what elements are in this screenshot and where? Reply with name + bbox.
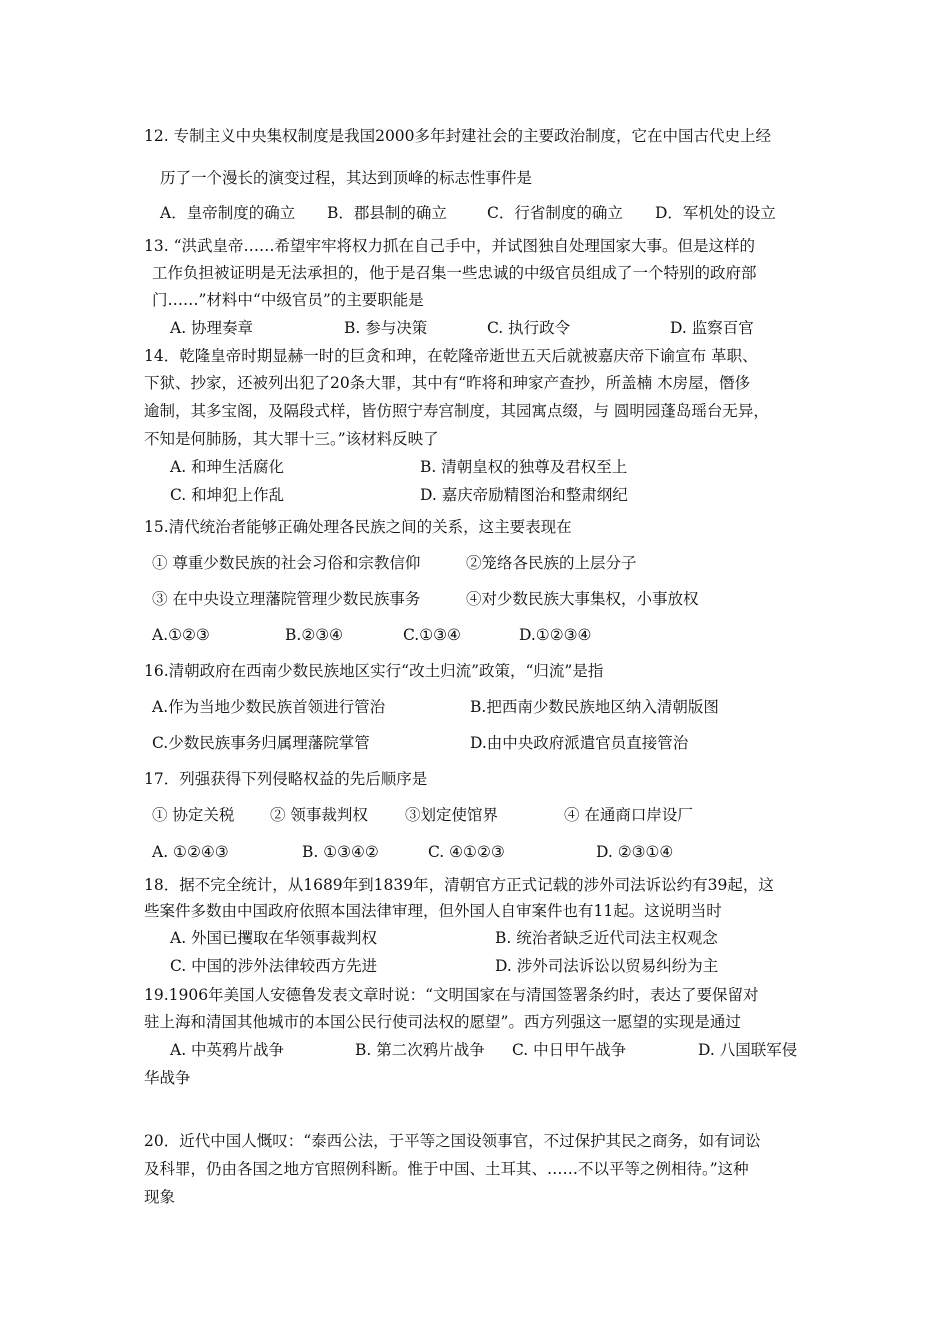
question-14-line-2: 下狱、抄家，还被列出犯了20条大罪，其中有“昨将和珅家产查抄，所盖楠 木房屋，僭侈 [144, 374, 751, 392]
question-15-option-c: C.①③④ [403, 626, 461, 644]
question-15-item-3: ③ 在中央设立理藩院管理少数民族事务 [152, 590, 421, 608]
question-13-option-b: B. 参与决策 [344, 319, 428, 337]
question-15-option-a: A.①②③ [152, 626, 210, 644]
question-15-line-1: 15.清代统治者能够正确处理各民族之间的关系，这主要表现在 [144, 518, 572, 536]
question-19-line-2: 驻上海和清国其他城市的本国公民行使司法权的愿望”。西方列强这一愿望的实现是通过 [144, 1013, 741, 1031]
question-13-line-1: 13. “洪武皇帝……希望牢牢将权力抓在自己手中，并试图独自处理国家大事。但是这样的 [144, 237, 756, 255]
question-19-option-d: D. 八国联军侵 [698, 1041, 798, 1059]
question-13-line-3: 门……”材料中“中级官员”的主要职能是 [152, 291, 424, 309]
question-13-option-d: D. 监察百官 [670, 319, 754, 337]
question-18-line-1: 18．据不完全统计，从1689年到1839年，清朝官方正式记载的涉外司法诉讼约有39起，这 [144, 876, 774, 894]
question-17-item-4: ④ 在通商口岸设厂 [564, 806, 693, 824]
question-19-option-a: A. 中英鸦片战争 [170, 1041, 285, 1059]
question-16-option-d: D.由中央政府派遣官员直接管治 [470, 734, 689, 752]
question-14-option-a: A. 和珅生活腐化 [170, 458, 285, 476]
question-17-item-1: ① 协定关税 [152, 806, 235, 824]
question-18-option-d: D. 涉外司法诉讼以贸易纠纷为主 [495, 957, 719, 975]
question-13-option-c: C. 执行政令 [487, 319, 571, 337]
question-14-line-3: 逾制，其多宝阁，及隔段式样，皆仿照宁寿宫制度，其园寓点缀，与 圆明园蓬岛瑶台无异， [144, 402, 769, 420]
question-12-option-d: D．军机处的设立 [655, 204, 776, 222]
question-17-item-3: ③划定使馆界 [405, 806, 499, 824]
question-18-option-b: B. 统治者缺乏近代司法主权观念 [495, 929, 718, 947]
question-19-line-1: 19.1906年美国人安德鲁发表文章时说：“文明国家在与清国签署条约时，表达了要保留对 [144, 986, 759, 1004]
question-13-option-a: A. 协理奏章 [170, 319, 254, 337]
question-15-item-1: ① 尊重少数民族的社会习俗和宗教信仰 [152, 554, 421, 572]
question-13-line-2: 工作负担被证明是无法承担的，他于是召集一些忠诚的中级官员组成了一个特别的政府部 [152, 264, 757, 282]
question-20-line-3: 现象 [144, 1188, 176, 1206]
question-16-option-c: C.少数民族事务归属理藩院掌管 [152, 734, 370, 752]
question-18-option-a: A. 外国已攫取在华领事裁判权 [170, 929, 378, 947]
question-14-option-c: C. 和坤犯上作乱 [170, 486, 285, 504]
question-17-option-a: A. ①②④③ [152, 843, 229, 861]
question-12-line-2: 历了一个漫长的演变过程，其达到顶峰的标志性事件是 [160, 169, 533, 187]
question-12-option-c: C．行省制度的确立 [487, 204, 623, 222]
question-19-option-c: C. 中日甲午战争 [512, 1041, 627, 1059]
question-14-line-4: 不知是何肺肠，其大罪十三。”该材料反映了 [144, 430, 439, 448]
question-18-line-2: 些案件多数由中国政府依照本国法律审理，但外国人自审案件也有11起。这说明当时 [144, 902, 722, 920]
question-16-option-a: A.作为当地少数民族首领进行管治 [152, 698, 386, 716]
question-17-option-d: D. ②③①④ [596, 843, 674, 861]
question-16-line-1: 16.清朝政府在西南少数民族地区实行“改土归流”政策，“归流”是指 [144, 662, 604, 680]
question-15-option-b: B.②③④ [285, 626, 344, 644]
question-18-option-c: C. 中国的涉外法律较西方先进 [170, 957, 378, 975]
question-14-option-d: D. 嘉庆帝励精图治和整肃纲纪 [420, 486, 628, 504]
question-19-option-b: B. 第二次鸦片战争 [355, 1041, 485, 1059]
question-12-line-1: 12. 专制主义中央集权制度是我国2000多年封建社会的主要政治制度，它在中国古代史上经 [144, 127, 772, 145]
question-14-line-1: 14．乾隆皇帝时期显赫一时的巨贪和珅，在乾隆帝逝世五天后就被嘉庆帝下谕宣布 革职、 [144, 347, 758, 365]
question-15-item-4: ④对少数民族大事集权，小事放权 [466, 590, 699, 608]
question-17-item-2: ② 领事裁判权 [270, 806, 368, 824]
question-17-option-b: B. ①③④② [302, 843, 379, 861]
question-19-option-d-continued: 华战争 [144, 1069, 191, 1087]
question-17-option-c: C. ④①②③ [428, 843, 505, 861]
question-17-line-1: 17．列强获得下列侵略权益的先后顺序是 [144, 770, 428, 788]
question-14-option-b: B. 清朝皇权的独尊及君权至上 [420, 458, 628, 476]
question-12-option-b: B．郡县制的确立 [327, 204, 447, 222]
question-16-option-b: B.把西南少数民族地区纳入清朝版图 [470, 698, 719, 716]
question-15-option-d: D.①②③④ [519, 626, 592, 644]
question-15-item-2: ②笼络各民族的上层分子 [466, 554, 637, 572]
question-12-option-a: A．皇帝制度的确立 [160, 204, 296, 222]
question-20-line-1: 20．近代中国人慨叹：“泰西公法，于平等之国设领事官，不过保护其民之商务，如有词讼 [144, 1132, 761, 1150]
question-20-line-2: 及科罪，仍由各国之地方官照例科断。惟于中国、土耳其、……不以平等之例相待。”这种 [144, 1160, 749, 1178]
